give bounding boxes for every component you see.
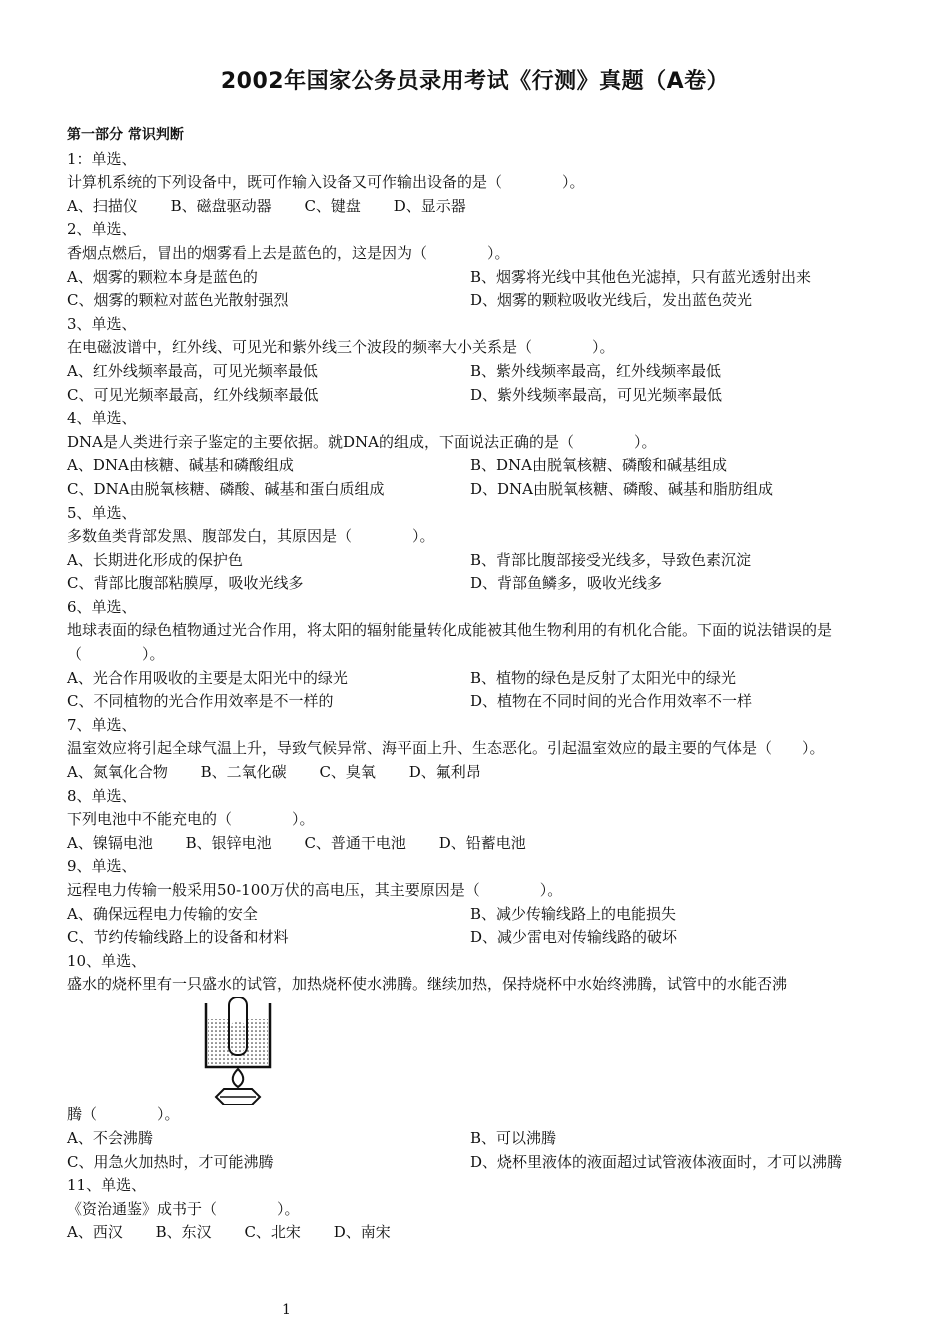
option: C、可见光频率最高，红外线频率最低 <box>67 385 319 404</box>
option: B、DNA由脱氧核糖、磷酸和碱基组成 <box>470 456 728 475</box>
option: D、烟雾的颗粒吸收光线后，发出蓝色荧光 <box>470 291 753 310</box>
question-number: 1：单选、 <box>67 149 137 168</box>
question-stem: 地球表面的绿色植物通过光合作用，将太阳的辐射能量转化成能被其他生物利用的有机化合能。下面的说法错误的是（ ）。 <box>67 621 833 664</box>
option-row <box>67 761 887 785</box>
option: A、镍镉电池 <box>67 833 153 852</box>
question-stem: 香烟点燃后，冒出的烟雾看上去是蓝色的，这是因为（ ）。 <box>67 243 510 262</box>
question-number: 8、单选、 <box>67 786 137 805</box>
option-row <box>67 1127 887 1151</box>
section-heading: 第一部分 常识判断 <box>67 127 184 143</box>
option: D、紫外线频率最高，可见光频率最低 <box>470 385 723 404</box>
option: D、南宋 <box>333 1223 391 1242</box>
option: D、植物在不同时间的光合作用效率不一样 <box>470 692 753 711</box>
question-number: 5、单选、 <box>67 503 137 522</box>
option-row <box>67 360 887 384</box>
option: C、烟雾的颗粒对蓝色光散射强烈 <box>67 291 289 310</box>
option: D、背部鱼鳞多，吸收光线多 <box>470 574 663 593</box>
option-row <box>67 266 887 290</box>
question-stem: 下列电池中不能充电的（ ）。 <box>67 810 315 829</box>
option: B、磁盘驱动器 <box>170 196 272 215</box>
option: D、铅蓄电池 <box>438 833 526 852</box>
option: A、扫描仪 <box>67 196 138 215</box>
option: D、减少雷电对传输线路的破坏 <box>470 928 678 947</box>
option: C、臭氧 <box>319 763 376 782</box>
question-number: 9、单选、 <box>67 857 137 876</box>
question-stem: 远程电力传输一般采用50-100万伏的高电压，其主要原因是（ ）。 <box>67 881 563 899</box>
option-row <box>67 690 887 714</box>
flame-icon <box>233 1069 244 1087</box>
page-title: 2002年国家公务员录用考试《行测》真题（A卷） <box>220 69 730 94</box>
option: B、烟雾将光线中其他色光滤掉，只有蓝光透射出来 <box>470 267 812 286</box>
option-row <box>67 195 887 219</box>
option: A、氮氧化合物 <box>67 763 168 782</box>
option: B、减少传输线路上的电能损失 <box>470 904 677 923</box>
question-number: 7、单选、 <box>67 715 137 734</box>
option: B、可以沸腾 <box>470 1128 557 1147</box>
question-number: 11、单选、 <box>67 1176 147 1195</box>
option: B、东汉 <box>155 1223 212 1242</box>
question-number: 3、单选、 <box>67 314 137 333</box>
option: C、普通干电池 <box>304 833 406 852</box>
option-row <box>67 667 887 691</box>
option: C、背部比腹部粘膜厚，吸收光线多 <box>67 574 304 593</box>
question-stem: 在电磁波谱中，红外线、可见光和紫外线三个波段的频率大小关系是（ ）。 <box>67 338 615 357</box>
question-stem-tail: 腾（ ）。 <box>67 1105 180 1124</box>
page-number: 1 <box>282 1302 291 1318</box>
option: D、DNA由脱氧核糖、磷酸、碱基和脂肪组成 <box>470 479 774 498</box>
option: D、烧杯里液体的液面超过试管液体液面时，才可以沸腾 <box>470 1152 843 1171</box>
option-row <box>67 903 887 927</box>
option: D、氟利昂 <box>408 763 481 782</box>
option: A、不会沸腾 <box>67 1128 153 1147</box>
option: A、红外线频率最高，可见光频率最低 <box>67 361 318 380</box>
test-tube-water <box>231 1021 245 1053</box>
option-row <box>67 1151 887 1175</box>
question-stem: 盛水的烧杯里有一只盛水的试管，加热烧杯使水沸腾。继续加热，保持烧杯中水始终沸腾，试管中的水能否沸 <box>67 975 788 994</box>
question-number: 2、单选、 <box>67 220 137 239</box>
option-row <box>67 832 887 856</box>
option: D、显示器 <box>393 196 466 215</box>
question-number: 10、单选、 <box>67 951 147 970</box>
option-row <box>67 1221 887 1245</box>
option: C、不同植物的光合作用效率是不一样的 <box>67 692 334 711</box>
option: A、长期进化形成的保护色 <box>67 550 243 569</box>
option: A、光合作用吸收的主要是太阳光中的绿光 <box>67 668 348 687</box>
question-stem: 温室效应将引起全球气温上升，导致气候异常、海平面上升、生态恶化。引起温室效应的最主要的气体是（ ）。 <box>67 739 825 758</box>
option-row <box>67 478 887 502</box>
option: A、烟雾的颗粒本身是蓝色的 <box>67 267 258 286</box>
option: A、确保远程电力传输的安全 <box>67 904 258 923</box>
option: C、北宋 <box>244 1223 301 1242</box>
option-row <box>67 454 887 478</box>
option: A、西汉 <box>67 1223 123 1242</box>
question-number: 4、单选、 <box>67 409 137 428</box>
option: B、植物的绿色是反射了太阳光中的绿光 <box>470 668 737 687</box>
figure-row <box>67 997 887 1127</box>
option-row <box>67 926 887 950</box>
option: C、用急火加热时，才可能沸腾 <box>67 1152 274 1171</box>
option: A、DNA由核糖、碱基和磷酸组成 <box>67 456 294 475</box>
option-row <box>67 572 887 596</box>
question-stem: 计算机系统的下列设备中，既可作输入设备又可作输出设备的是（ ）。 <box>67 173 585 192</box>
question-number: 6、单选、 <box>67 597 137 616</box>
option: B、紫外线频率最高，红外线频率最低 <box>470 361 722 380</box>
option: B、银锌电池 <box>185 833 272 852</box>
option: C、DNA由脱氧核糖、磷酸、碱基和蛋白质组成 <box>67 479 385 498</box>
beaker-figure <box>202 997 274 1105</box>
option-row <box>67 384 887 408</box>
question-stem: 多数鱼类背部发黑、腹部发白，其原因是（ ）。 <box>67 527 435 546</box>
question-stem: 《资治通鉴》成书于（ ）。 <box>67 1199 300 1218</box>
question-list <box>67 124 887 1245</box>
option: C、节约传输线路上的设备和材料 <box>67 928 289 947</box>
option: B、二氧化碳 <box>200 763 287 782</box>
option: C、键盘 <box>304 196 361 215</box>
option-row <box>67 549 887 573</box>
question-stem: DNA是人类进行亲子鉴定的主要依据。就DNA的组成，下面说法正确的是（ ）。 <box>67 432 657 451</box>
option: B、背部比腹部接受光线多，导致色素沉淀 <box>470 550 752 569</box>
option-row <box>67 289 887 313</box>
